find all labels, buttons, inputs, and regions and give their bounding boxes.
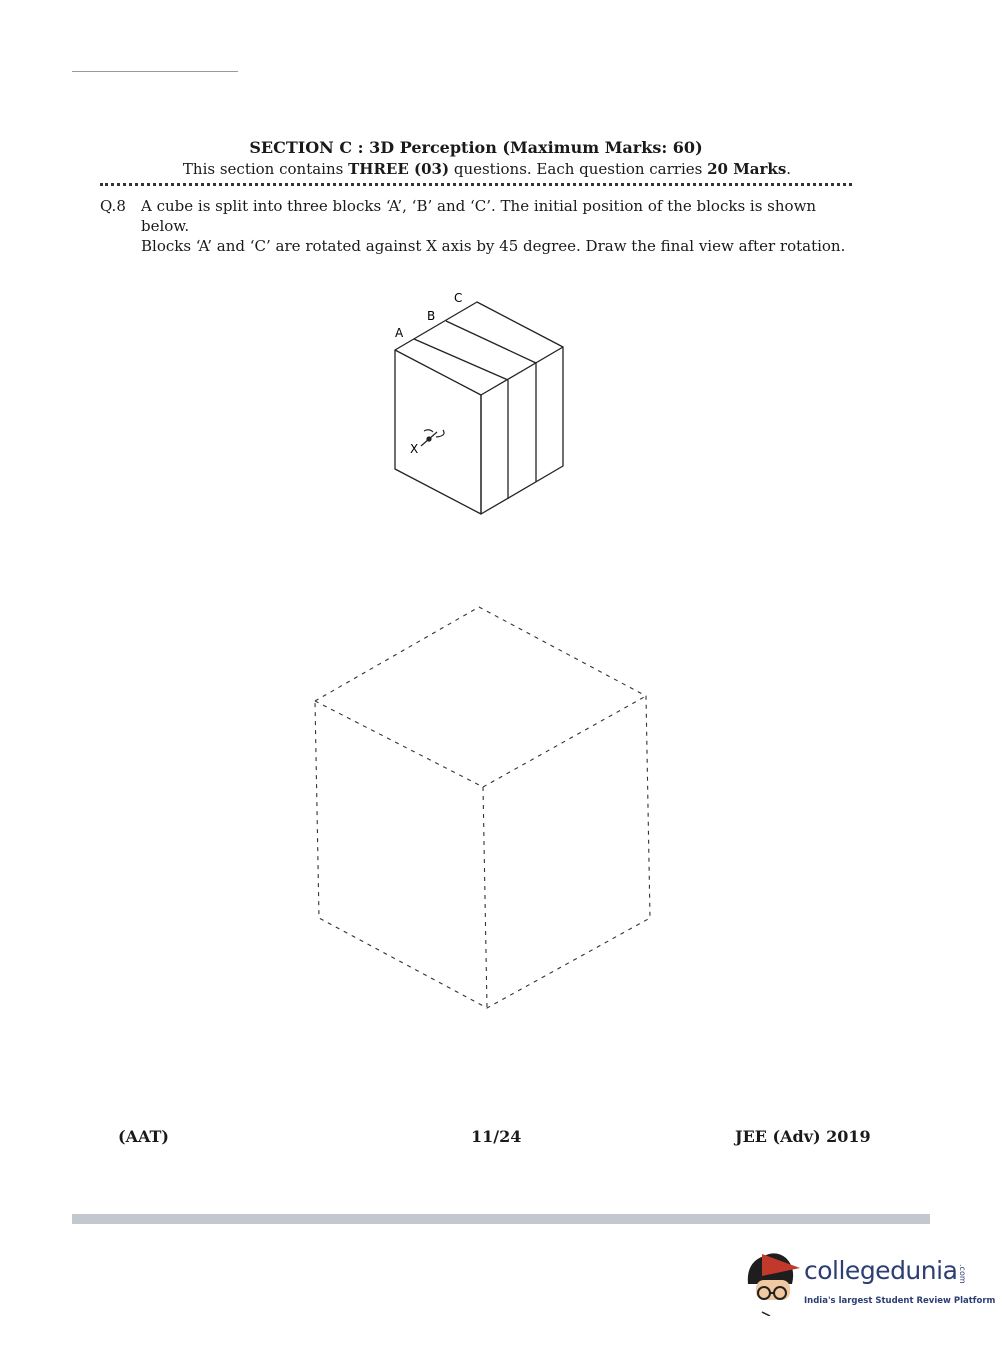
answer-cube-edge-right [483,696,646,787]
block-bc-top-edge [446,321,536,363]
footer-code: (AAT) [118,1127,169,1146]
section-note-count: THREE (03) [348,160,450,178]
mascot-icon [742,1246,804,1316]
logo-brand: collegedunia [804,1256,958,1285]
logo-suffix: .com [958,1264,967,1284]
block-a-front-face [395,350,481,514]
label-a: A [395,326,404,340]
label-b: B [427,309,436,323]
logo-tagline: India's largest Student Review Platform [804,1296,996,1306]
collegedunia-logo [742,1246,996,1316]
answer-cube-outline [315,607,650,1008]
answer-cube-outer [315,607,650,1008]
question-number: Q.8 [100,197,126,215]
axis-label-x: X [410,442,419,456]
section-note-prefix: This section contains [182,160,349,178]
block-side-face [481,347,563,514]
rotation-axis-icon [421,430,444,446]
section-note-suffix: . [786,160,792,178]
exam-name: JEE (Adv) 2019 [735,1127,871,1146]
section-note-marks: 20 Marks [707,160,787,178]
answer-cube-edge-vertical [483,787,487,1008]
question-line-2: Blocks ‘A’ and ‘C’ are rotated against X axis by 45 degree. Draw the final view after rotation. [141,237,846,255]
split-cube-figure [395,302,563,514]
block-top-face [395,302,563,350]
label-c: C [454,291,463,305]
question-line-1: A cube is split into three blocks ‘A’, ‘B’ and ‘C’. The initial position of the blocks is shown below. [141,197,817,235]
block-ab-top-edge [414,339,508,380]
section-title: SECTION C : 3D Perception (Maximum Marks: 60) [249,138,703,157]
answer-cube-edge-left [315,701,483,787]
section-note-mid: questions. Each question carries [449,160,708,178]
bottom-bar [72,1214,930,1224]
page-number: 11/24 [471,1127,522,1146]
